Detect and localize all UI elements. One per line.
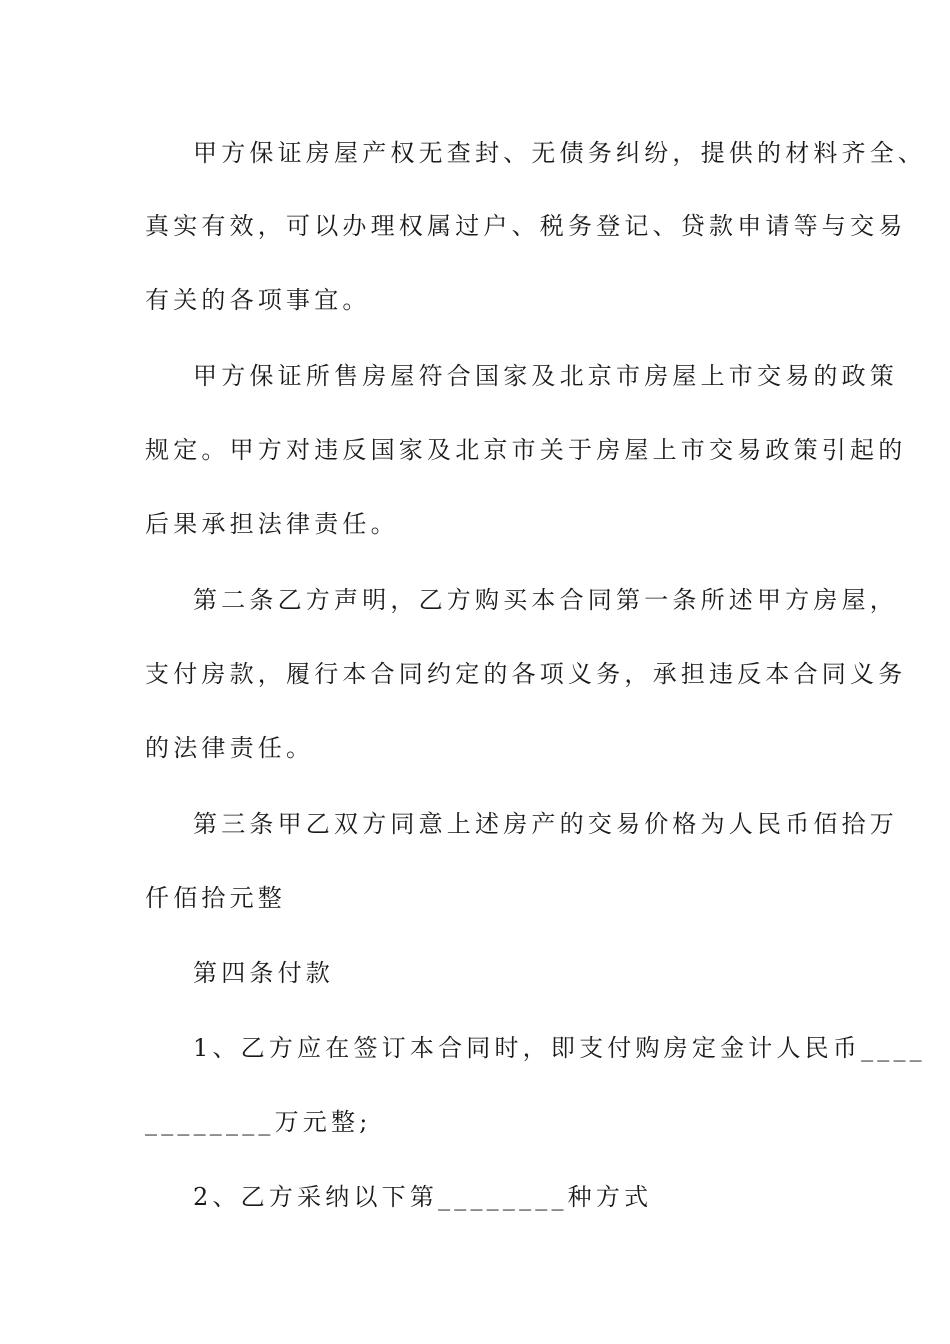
paragraph-line: 甲方保证所售房屋符合国家及北京市房屋上市交易的政策 xyxy=(193,362,898,390)
payment-item-2: 2、乙方采纳以下第________种方式 xyxy=(193,1183,653,1211)
payment-item-1: 1、乙方应在签订本合同时，即支付购房定金计人民币____ xyxy=(193,1034,926,1062)
paragraph-line: 支付房款，履行本合同约定的各项义务，承担违反本合同义务 xyxy=(145,660,907,688)
article-3-line: 第三条甲乙双方同意上述房产的交易价格为人民币佰拾万 xyxy=(193,810,898,838)
paragraph-line: 的法律责任。 xyxy=(145,734,315,762)
paragraph-line: 有关的各项事宜。 xyxy=(145,286,371,314)
paragraph-line: 后果承担法律责任。 xyxy=(145,510,399,538)
paragraph-line: 仟佰拾元整 xyxy=(145,884,286,912)
paragraph-line: 甲方保证房屋产权无查封、无债务纠纷，提供的材料齐全、 xyxy=(193,139,927,167)
article-2-line: 第二条乙方声明，乙方购买本合同第一条所述甲方房屋， xyxy=(193,586,898,614)
payment-item-1-cont: ________万元整; xyxy=(145,1108,372,1136)
paragraph-line: 规定。甲方对违反国家及北京市关于房屋上市交易政策引起的 xyxy=(145,436,907,464)
paragraph-line: 真实有效，可以办理权属过户、税务登记、贷款申请等与交易 xyxy=(145,212,907,240)
article-4-heading: 第四条付款 xyxy=(193,959,334,987)
